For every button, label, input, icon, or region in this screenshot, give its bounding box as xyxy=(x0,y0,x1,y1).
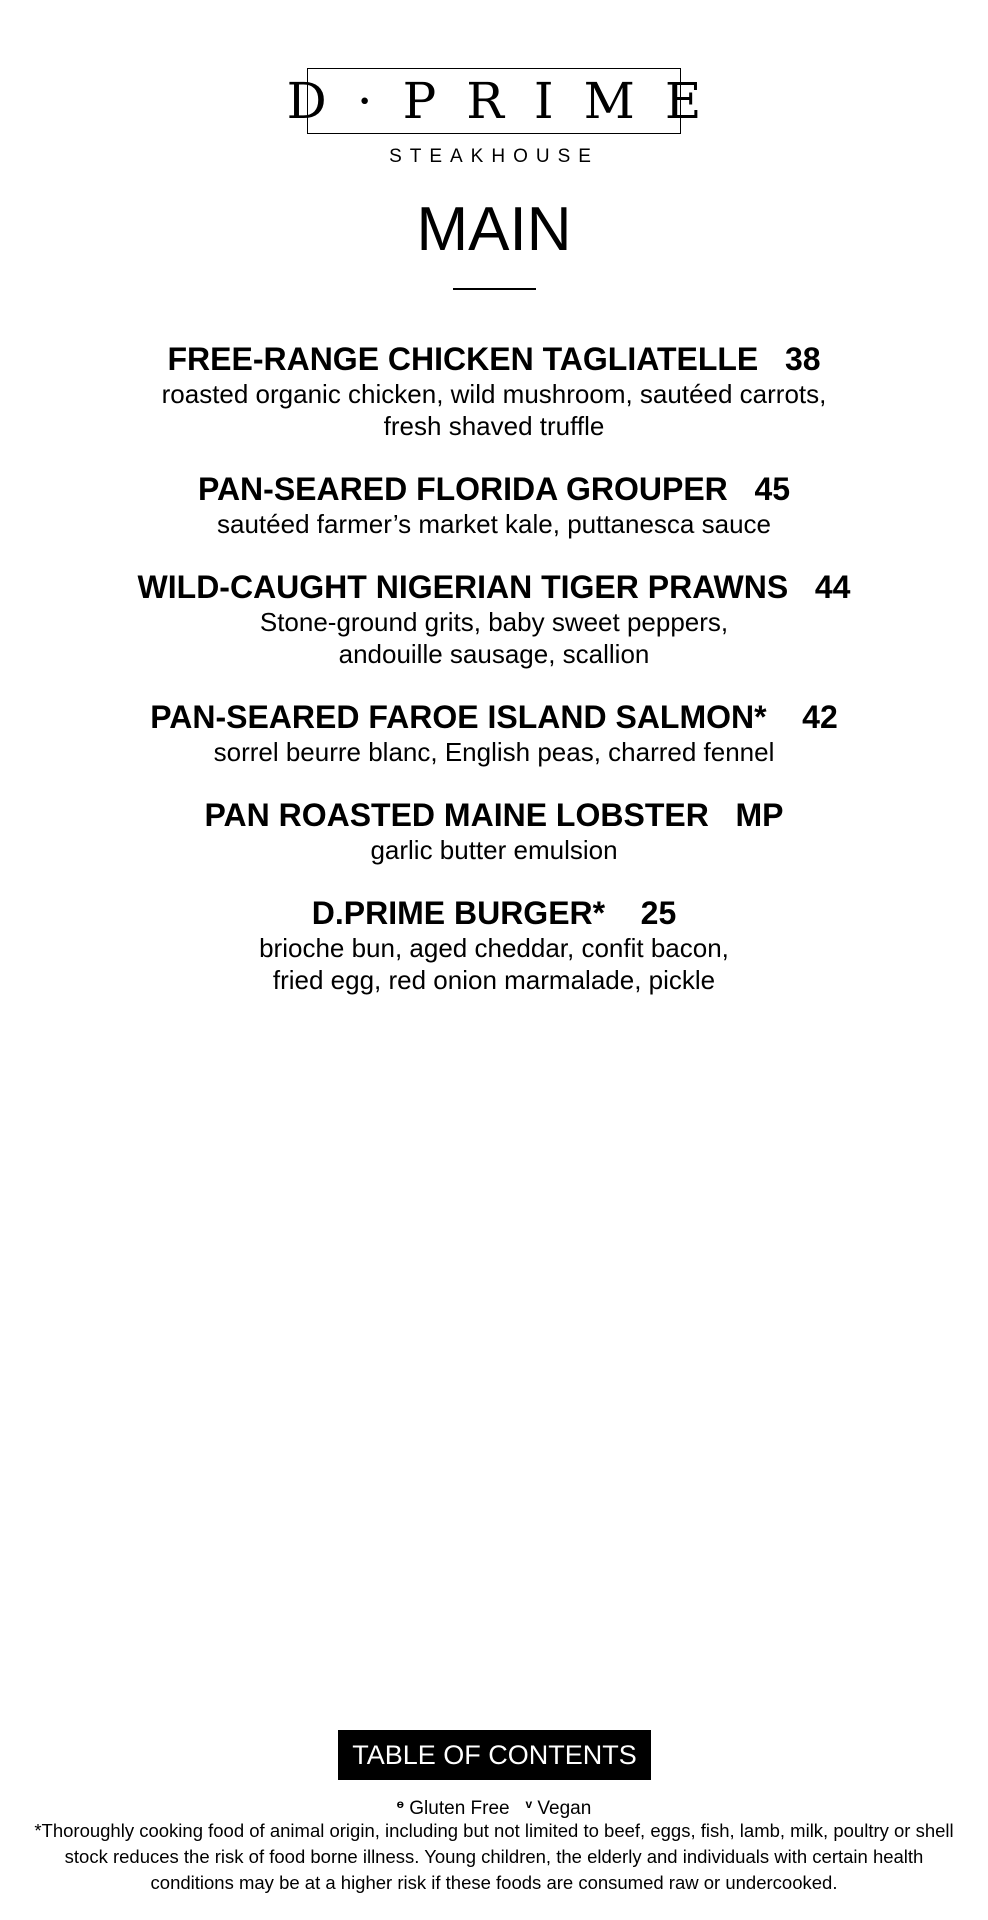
table-of-contents-button[interactable]: TABLE OF CONTENTS xyxy=(338,1730,651,1780)
logo xyxy=(286,68,732,134)
logo-wordmark: D·PRIME xyxy=(286,72,732,130)
menu-item-description: sorrel beurre blanc, English peas, charred fennel xyxy=(213,737,775,767)
title-divider xyxy=(453,288,536,290)
menu-item-description: roasted organic chicken, wild mushroom, sautéed carrots, xyxy=(161,379,827,409)
menu-item-description: brioche bun, aged cheddar, confit bacon, xyxy=(259,933,729,963)
menu-item-florida-grouper xyxy=(0,470,988,540)
menu-item-tiger-prawns xyxy=(0,568,988,670)
dietary-legend xyxy=(0,1792,988,1821)
menu-item-name: PAN-SEARED FAROE ISLAND SALMON* 42 xyxy=(150,699,838,735)
menu-item-description: sautéed farmer’s market kale, puttanesca sauce xyxy=(217,509,771,539)
page-title: MAIN xyxy=(416,195,572,264)
menu-item-description: fresh shaved truffle xyxy=(383,411,605,441)
food-safety-disclaimer: *Thoroughly cooking food of animal origin, including but not limited to beef, eggs, fish, lamb, milk, poultry or shell stock reduces the risk of food borne illness. Young children, the elderly and individuals with certain health conditions may be at a higher risk if these foods are consumed raw or undercooked. xyxy=(34,1820,954,1893)
menu-item-description: Stone-ground grits, baby sweet peppers, xyxy=(259,607,729,637)
menu-item-maine-lobster xyxy=(0,796,988,866)
menu-item-dprime-burger xyxy=(0,894,988,996)
menu-item-name: D.PRIME BURGER* 25 xyxy=(311,895,677,931)
vegan-label: Vegan xyxy=(537,1798,592,1819)
menu-item-name: WILD-CAUGHT NIGERIAN TIGER PRAWNS 44 xyxy=(137,569,851,605)
menu-item-name: PAN ROASTED MAINE LOBSTER MP xyxy=(204,797,784,833)
vegan-icon: v xyxy=(525,1797,533,1811)
menu-item-description: andouille sausage, scallion xyxy=(338,639,650,669)
menu-item-chicken-tagliatelle xyxy=(0,340,988,442)
gluten-free-icon: ɵ xyxy=(396,1797,404,1811)
menu-item-description: fried egg, red onion marmalade, pickle xyxy=(272,965,716,995)
menu-item-name: FREE-RANGE CHICKEN TAGLIATELLE 38 xyxy=(167,341,821,377)
logo-subtitle: STEAKHOUSE xyxy=(389,146,599,167)
menu-item-description: garlic butter emulsion xyxy=(370,835,618,865)
menu-item-name: PAN-SEARED FLORIDA GROUPER 45 xyxy=(197,471,791,507)
menu-item-faroe-salmon xyxy=(0,698,988,768)
gluten-free-label: Gluten Free xyxy=(409,1798,510,1819)
